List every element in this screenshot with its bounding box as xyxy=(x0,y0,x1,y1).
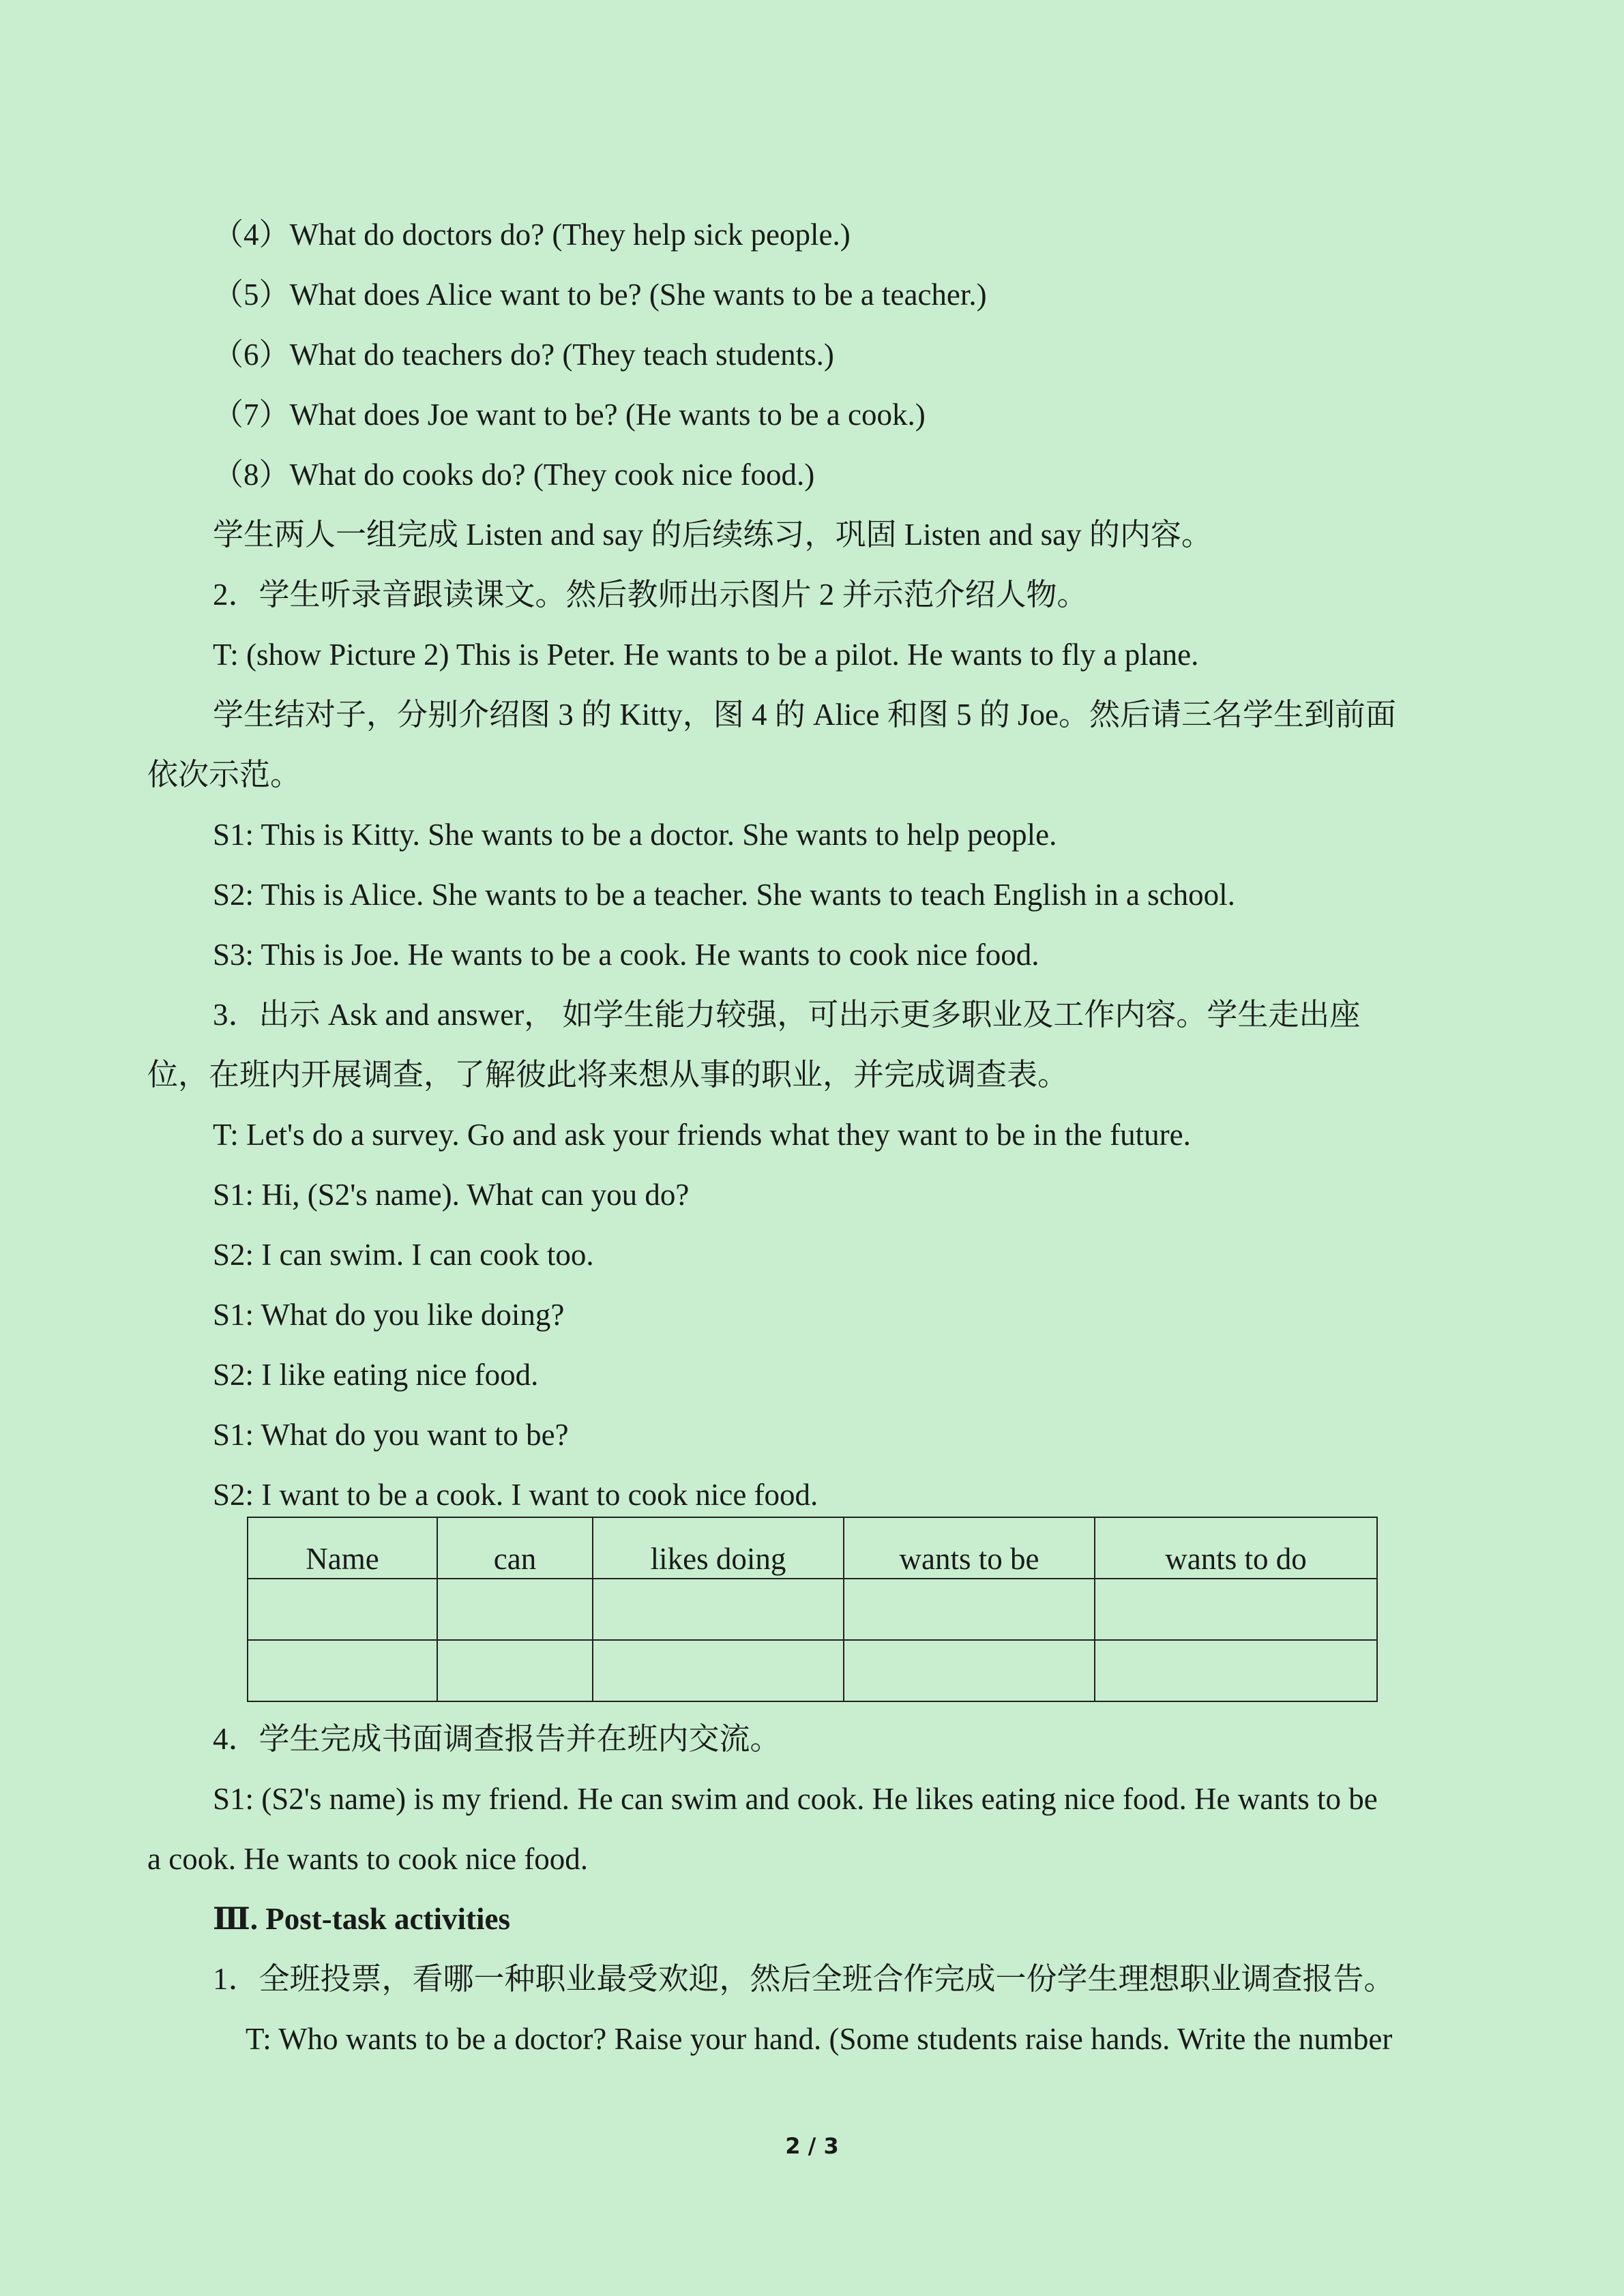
paragraph: 学生结对子，分别介绍图 3 的 Kitty，图 4 的 Alice 和图 5 的 Joe。然后请三名学生到前面 xyxy=(213,698,1396,732)
survey-table xyxy=(247,1517,1378,1702)
dialogue-line: S3: This is Joe. He wants to be a cook. He wants to cook nice food. xyxy=(213,938,1039,972)
table-header-row xyxy=(248,1517,1377,1579)
dialogue-line: S2: I can swim. I can cook too. xyxy=(213,1238,594,1272)
dialogue-line: S1: (S2's name) is my friend. He can swim and cook. He likes eating nice food. He wants to be xyxy=(213,1782,1378,1816)
header-name: Name xyxy=(248,1517,437,1579)
table-cell[interactable] xyxy=(844,1579,1095,1640)
dialogue-line: S1: What do you want to be? xyxy=(213,1418,569,1452)
step-2: 2．学生听录音跟读课文。然后教师出示图片 2 并示范介绍人物。 xyxy=(213,578,1088,612)
table-cell[interactable] xyxy=(248,1640,437,1701)
dialogue-line-continued: a cook. He wants to cook nice food. xyxy=(147,1842,589,1876)
question-line: （7）What does Joe want to be? (He wants to be a cook.) xyxy=(213,398,926,432)
teacher-line: T: Let's do a survey. Go and ask your friends what they want to be in the future. xyxy=(213,1118,1191,1152)
teacher-line: T: Who wants to be a doctor? Raise your hand. (Some students raise hands. Write the number xyxy=(246,2022,1393,2056)
page-number: 2 / 3 xyxy=(785,2133,839,2159)
question-line: （5）What does Alice want to be? (She wants to be a teacher.) xyxy=(213,278,987,312)
body-text xyxy=(147,205,1477,2069)
dialogue-line: S2: This is Alice. She wants to be a teacher. She wants to teach English in a school. xyxy=(213,878,1235,912)
teacher-line: T: (show Picture 2) This is Peter. He wants to be a pilot. He wants to fly a plane. xyxy=(213,638,1199,672)
dialogue-line: S2: I want to be a cook. I want to cook nice food. xyxy=(213,1478,818,1512)
paragraph: 学生两人一组完成 Listen and say 的后续练习，巩固 Listen and say 的内容。 xyxy=(213,518,1212,552)
dialogue-line: S1: What do you like doing? xyxy=(213,1298,565,1332)
table-cell[interactable] xyxy=(437,1640,593,1701)
table-cell[interactable] xyxy=(1095,1579,1377,1640)
header-can: can xyxy=(437,1517,593,1579)
paragraph-continued: 依次示范。 xyxy=(147,758,301,792)
question-line: （6）What do teachers do? (They teach students.) xyxy=(213,338,834,372)
paragraph-continued: 位，在班内开展调查，了解彼此将来想从事的职业，并完成调查表。 xyxy=(147,1058,1069,1092)
table-row xyxy=(248,1640,1377,1701)
table-cell[interactable] xyxy=(593,1579,844,1640)
question-line: （4）What do doctors do? (They help sick people.) xyxy=(213,218,851,252)
header-likes-doing: likes doing xyxy=(593,1517,844,1579)
header-wants-to-do: wants to do xyxy=(1095,1517,1377,1579)
table-cell[interactable] xyxy=(248,1579,437,1640)
dialogue-line: S1: Hi, (S2's name). What can you do? xyxy=(213,1178,690,1212)
section-heading: Ⅲ. Post-task activities xyxy=(213,1902,510,1936)
table-cell[interactable] xyxy=(593,1640,844,1701)
table-cell[interactable] xyxy=(1095,1640,1377,1701)
step-4: 4．学生完成书面调查报告并在班内交流。 xyxy=(213,1722,781,1756)
header-wants-to-be: wants to be xyxy=(844,1517,1095,1579)
dialogue-line: S2: I like eating nice food. xyxy=(213,1358,539,1392)
table-cell[interactable] xyxy=(844,1640,1095,1701)
table-cell[interactable] xyxy=(437,1579,593,1640)
dialogue-line: S1: This is Kitty. She wants to be a doctor. She wants to help people. xyxy=(213,818,1057,852)
step-1: 1．全班投票，看哪一种职业最受欢迎，然后全班合作完成一份学生理想职业调查报告。 xyxy=(213,1962,1395,1996)
question-line: （8）What do cooks do? (They cook nice food.) xyxy=(213,458,815,492)
table-row xyxy=(248,1579,1377,1640)
step-3: 3．出示 Ask and answer， 如学生能力较强，可出示更多职业及工作内容。学生走出座 xyxy=(213,998,1361,1032)
